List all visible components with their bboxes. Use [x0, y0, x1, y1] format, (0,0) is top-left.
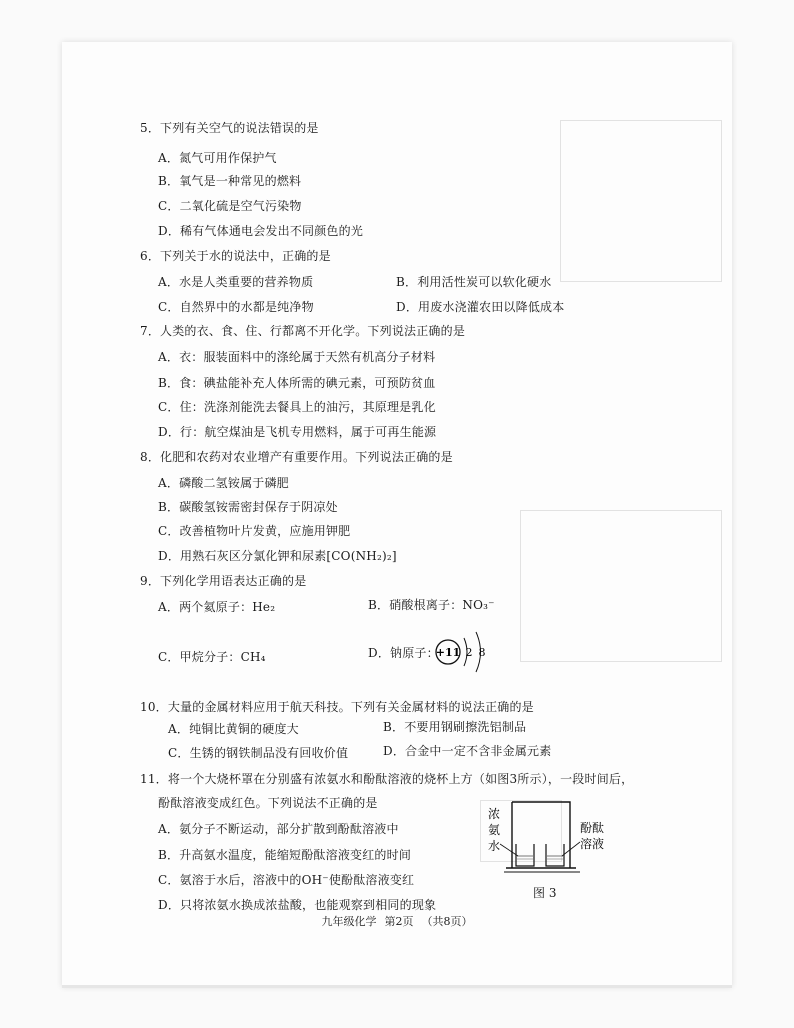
question-11-option-b: B．升高氨水温度，能缩短酚酞溶液变红的时间 — [158, 848, 412, 862]
figure-3-label-ammonia-1: 浓 — [487, 807, 501, 821]
question-11-stem-line-2: 酚酞溶液变成红色。下列说法不正确的是 — [158, 796, 378, 810]
figure-3-label-phenolphthalein-1: 酚酞 — [579, 821, 605, 835]
question-6-stem: 6．下列关于水的说法中，正确的是 — [140, 249, 331, 263]
atom-shell-2-electrons: 8 — [478, 646, 486, 659]
question-6-option-d: D．用废水浇灌农田以降低成本 — [396, 300, 565, 314]
question-7-option-a: A．衣：服装面料中的涤纶属于天然有机高分子材料 — [158, 350, 436, 364]
question-5-option-b: B．氧气是一种常见的燃料 — [158, 174, 302, 188]
bleed-through-table — [520, 510, 722, 662]
question-11-stem-line-1: 11．将一个大烧杯罩在分别盛有浓氨水和酚酞溶液的烧杯上方（如图3所示），一段时间后， — [140, 772, 634, 786]
question-6-option-a: A．水是人类重要的营养物质 — [158, 275, 314, 289]
question-9-option-c: C．甲烷分子：CH₄ — [158, 650, 266, 664]
figure-3-ammonia-diffusion-apparatus — [484, 796, 610, 884]
question-10-option-d: D．合金中一定不含非金属元素 — [383, 744, 552, 758]
question-8-option-a: A．磷酸二氢铵属于磷肥 — [158, 476, 289, 490]
bleed-through-table — [560, 120, 722, 282]
figure-3-label-ammonia-3: 水 — [487, 839, 501, 853]
question-11-option-a: A．氨分子不断运动，部分扩散到酚酞溶液中 — [158, 822, 399, 836]
question-5-option-a: A．氮气可用作保护气 — [158, 151, 277, 165]
question-11-option-d: D．只将浓氨水换成浓盐酸，也能观察到相同的现象 — [158, 898, 437, 912]
question-5-stem: 5．下列有关空气的说法错误的是 — [140, 121, 319, 135]
question-5-option-d: D．稀有气体通电会发出不同颜色的光 — [158, 224, 364, 238]
question-10-option-b: B．不要用钢刷擦洗铝制品 — [383, 720, 527, 734]
question-5-option-c: C．二氧化硫是空气污染物 — [158, 199, 302, 213]
sheet-edge — [62, 985, 732, 988]
question-8-option-c: C．改善植物叶片发黄，应施用钾肥 — [158, 524, 351, 538]
question-10-option-a: A．纯铜比黄铜的硬度大 — [168, 722, 299, 736]
footer-subject: 九年级化学 — [321, 915, 377, 928]
question-10-option-c: C．生锈的钢铁制品没有回收价值 — [168, 746, 349, 760]
page-footer — [0, 913, 794, 929]
question-7-option-b: B．食：碘盐能补充人体所需的碘元素，可预防贫血 — [158, 376, 436, 390]
question-9-option-a: A．两个氦原子：He₂ — [158, 600, 276, 614]
figure-3-label-phenolphthalein-2: 溶液 — [579, 837, 605, 851]
question-9-option-b: B．硝酸根离子：NO₃⁻ — [368, 598, 495, 612]
figure-3-caption: 图 3 — [533, 886, 557, 900]
question-8-stem: 8．化肥和农药对农业增产有重要作用。下列说法正确的是 — [140, 450, 453, 464]
sodium-atom-structure-diagram — [428, 624, 498, 680]
question-8-option-d: D．用熟石灰区分氯化钾和尿素[CO(NH₂)₂] — [158, 549, 397, 563]
figure-3-label-ammonia-2: 氨 — [487, 823, 501, 837]
question-6-option-b: B．利用活性炭可以软化硬水 — [396, 275, 552, 289]
footer-page-number: 第2页 — [384, 915, 414, 928]
question-7-option-d: D．行：航空煤油是飞机专用燃料，属于可再生能源 — [158, 425, 437, 439]
question-9-stem: 9．下列化学用语表达正确的是 — [140, 574, 307, 588]
footer-total-pages: （共8页） — [421, 915, 473, 928]
question-6-option-c: C．自然界中的水都是纯净物 — [158, 300, 314, 314]
atom-shell-1-electrons: 2 — [465, 646, 473, 659]
question-9-option-d: D．钠原子： — [368, 646, 439, 660]
question-11-option-c: C．氨溶于水后，溶液中的OH⁻使酚酞溶液变红 — [158, 873, 415, 887]
question-7-stem: 7．人类的衣、食、住、行都离不开化学。下列说法正确的是 — [140, 324, 466, 338]
question-10-stem: 10．大量的金属材料应用于航天科技。下列有关金属材料的说法正确的是 — [140, 700, 534, 714]
question-8-option-b: B．碳酸氢铵需密封保存于阴凉处 — [158, 500, 338, 514]
question-7-option-c: C．住：洗涤剂能洗去餐具上的油污，其原理是乳化 — [158, 400, 436, 414]
atom-nucleus-charge: +11 — [435, 646, 461, 659]
